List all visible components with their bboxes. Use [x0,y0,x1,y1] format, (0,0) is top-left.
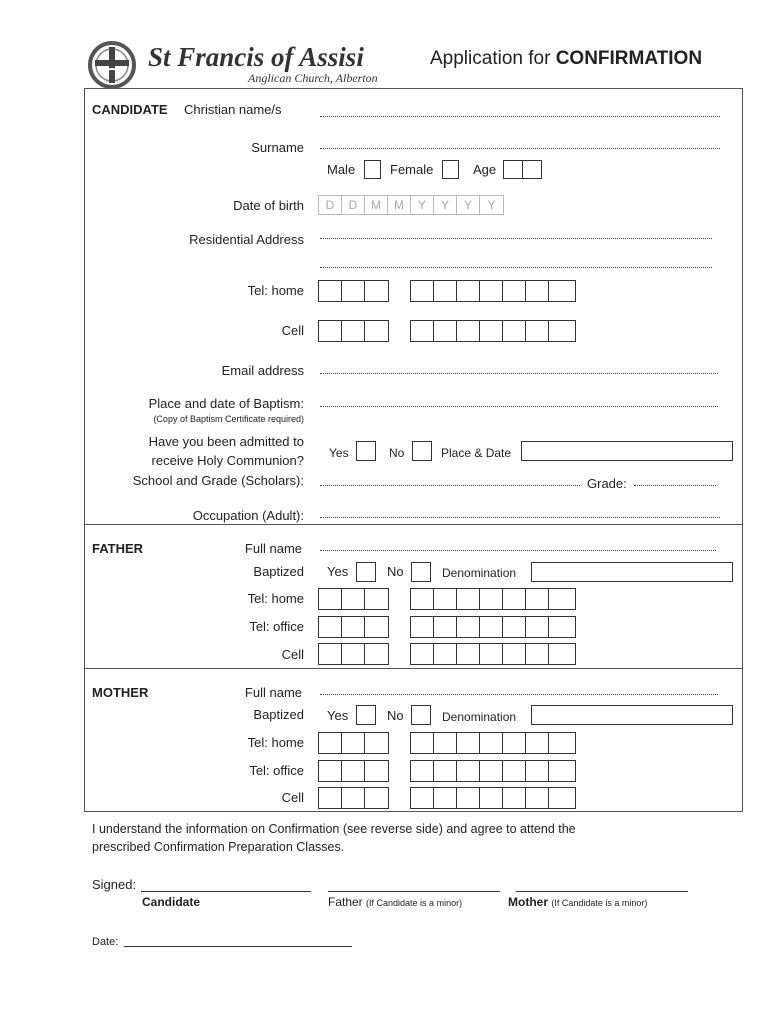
mother-signature-caption [508,894,647,911]
mother-caption-label: Mother [508,895,548,909]
father-tel-home-label: Tel: home [247,591,304,606]
communion-question-line-2: receive Holy Communion? [151,453,304,468]
grade-field[interactable] [634,485,716,486]
female-checkbox[interactable] [442,160,459,179]
dob-field[interactable] [318,195,504,215]
mother-no-label: No [387,708,404,723]
father-cell-code[interactable] [318,643,389,665]
form-title-bold: CONFIRMATION [555,48,703,69]
candidate-heading: CANDIDATE [92,102,168,117]
father-yes-label: Yes [327,564,349,579]
candidate-signature-caption: Candidate [142,895,201,909]
father-cell-number[interactable] [410,643,576,665]
father-no-label: No [387,564,404,579]
candidate-tel-home-number[interactable] [410,280,576,302]
mother-tel-home-code[interactable] [318,732,389,754]
father-caption-label: Father [328,895,363,909]
father-signature-caption [328,894,462,911]
mother-tel-office-number[interactable] [410,760,576,782]
dob-cell: D [342,196,365,214]
female-label: Female [390,162,434,177]
dob-cell: D [319,196,342,214]
occupation-field[interactable] [320,517,720,518]
cross-emblem-icon [86,40,138,90]
date-label: Date: [92,936,119,948]
church-logo [86,40,138,90]
dob-cell: M [388,196,411,214]
father-signature-line[interactable] [328,891,500,892]
mother-heading: MOTHER [92,685,149,700]
candidate-tel-home-code[interactable] [318,280,389,302]
mother-baptized-label: Baptized [253,707,304,722]
father-tel-office-label: Tel: office [249,619,304,634]
age-field[interactable] [503,160,542,179]
male-checkbox[interactable] [364,160,381,179]
church-name: St Francis of Assisi [148,42,364,72]
communion-no-checkbox[interactable] [412,441,432,461]
communion-no-label: No [389,446,405,460]
father-no-checkbox[interactable] [411,562,431,582]
age-label: Age [473,162,497,177]
male-label: Male [327,162,356,177]
dob-cell: M [365,196,388,214]
candidate-tel-home-label: Tel: home [247,283,304,298]
surname-field[interactable] [320,148,720,149]
occupation-label: Occupation (Adult): [192,508,304,523]
baptism-label: Place and date of Baptism: [148,396,304,411]
father-tel-office-number[interactable] [410,616,576,638]
candidate-cell-code[interactable] [318,320,389,342]
father-full-name-field[interactable] [320,550,716,551]
father-caption-note: (If Candidate is a minor) [366,898,463,908]
church-subtitle: Anglican Church, Alberton [248,71,378,85]
school-label: School and Grade (Scholars): [132,473,304,488]
grade-label: Grade: [587,476,627,491]
mother-caption-note: (If Candidate is a minor) [551,898,648,908]
dob-cell: Y [487,198,496,212]
candidate-cell-label: Cell [281,323,304,338]
dob-cell: Y [434,196,457,214]
mother-tel-home-label: Tel: home [247,735,304,750]
christian-names-label: Christian name/s [184,102,282,117]
school-field[interactable] [320,485,580,486]
mother-tel-office-code[interactable] [318,760,389,782]
address-field-line-1[interactable] [320,238,712,239]
communion-yes-label: Yes [329,446,349,460]
dob-cell: Y [411,196,434,214]
mother-yes-checkbox[interactable] [356,705,376,725]
candidate-cell-number[interactable] [410,320,576,342]
mother-cell-code[interactable] [318,787,389,809]
dob-label: Date of birth [233,198,304,213]
father-denomination-label: Denomination [442,566,517,580]
mother-full-name-label: Full name [244,685,302,700]
mother-yes-label: Yes [327,708,349,723]
father-tel-office-code[interactable] [318,616,389,638]
form-title-prefix: Application for [430,48,556,69]
father-tel-home-number[interactable] [410,588,576,610]
address-field-line-2[interactable] [320,267,712,268]
mother-cell-label: Cell [281,790,304,805]
signed-label: Signed: [92,877,137,892]
father-baptized-label: Baptized [253,564,304,579]
candidate-signature-line[interactable] [141,891,311,892]
mother-denomination-field[interactable] [531,705,733,725]
father-full-name-label: Full name [244,541,302,556]
communion-question-line-1: Have you been admitted to [148,434,304,449]
declaration-line-2: prescribed Confirmation Preparation Classes. [92,840,345,854]
mother-signature-line[interactable] [516,891,688,892]
baptism-field[interactable] [320,406,718,407]
father-cell-label: Cell [281,647,304,662]
place-date-field[interactable] [521,441,733,461]
email-field[interactable] [320,373,718,374]
father-denomination-field[interactable] [531,562,733,582]
mother-tel-office-label: Tel: office [249,763,304,778]
baptism-note: (Copy of Baptism Certificate required) [153,414,304,424]
dob-cell: Y [457,196,480,214]
mother-full-name-field[interactable] [320,694,718,695]
mother-cell-number[interactable] [410,787,576,809]
email-label: Email address [221,363,304,378]
place-date-label: Place & Date [441,446,512,460]
address-label: Residential Address [189,232,304,247]
mother-no-checkbox[interactable] [411,705,431,725]
form-title [430,47,702,71]
declaration-line-1: I understand the information on Confirmation (see reverse side) and agree to attend the [92,822,576,836]
surname-label: Surname [251,140,304,155]
mother-tel-home-number[interactable] [410,732,576,754]
christian-names-field[interactable] [320,116,720,117]
father-tel-home-code[interactable] [318,588,389,610]
father-heading: FATHER [92,541,144,556]
father-yes-checkbox[interactable] [356,562,376,582]
date-signature-line[interactable] [124,946,352,947]
communion-yes-checkbox[interactable] [356,441,376,461]
mother-denomination-label: Denomination [442,710,517,724]
